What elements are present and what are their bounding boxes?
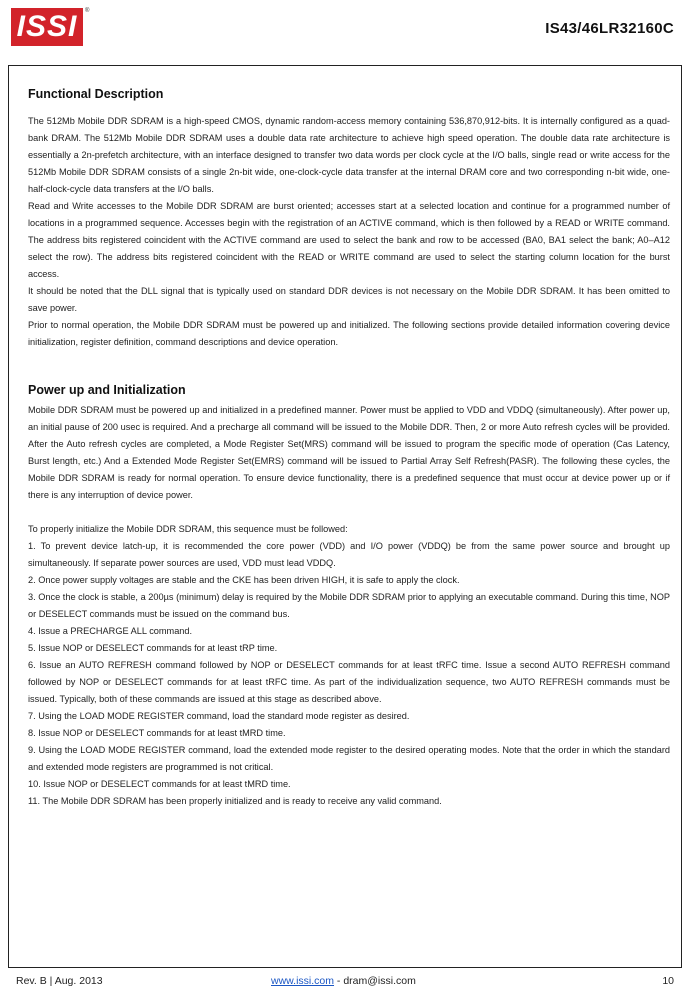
list-item: 5. Issue NOP or DESELECT commands for at least tRP time.	[28, 643, 278, 653]
document-part-number: IS43/46LR32160C	[545, 20, 674, 37]
list-item: 3. Once the clock is stable, a 200µs (minimum) delay is required by the Mobile DDR SDRAM prior to applying an executable command. During this time, NOP or DESELECT commands must be issued on the command bus.	[28, 592, 670, 619]
paragraph: The 512Mb Mobile DDR SDRAM is a high-speed CMOS, dynamic random-access memory containing 536,870,912-bits. It is internally configured as a quad-bank DRAM. The 512Mb Mobile DDR SDRAM uses a double data rate architecture to achieve high speed operation. The double data rate architecture is essentially a 2n-prefetch architecture, with an interface designed to transfer two data words per clock cycle at the I/O balls, single read or write access for the 512Mb Mobile DDR SDRAM consists of a single 2n-bit wide, one-clock-cycle data transfer at the internal DRAM core and two corresponding n-bit wide, one-half-clock-cycle data transfers at the I/O balls.	[28, 116, 670, 194]
contact-line	[271, 975, 416, 987]
list-item: 7. Using the LOAD MODE REGISTER command, load the standard mode register as desired.	[28, 711, 410, 721]
list-item: 8. Issue NOP or DESELECT commands for at least tMRD time.	[28, 728, 286, 738]
issi-logo	[11, 8, 83, 46]
paragraph: Prior to normal operation, the Mobile DDR SDRAM must be powered up and initialized. The following sections provide detailed information covering device initialization, register definition, command descriptions and device operation.	[28, 320, 670, 347]
page-footer	[16, 975, 674, 991]
section-power-up	[28, 382, 670, 810]
list-item: 9. Using the LOAD MODE REGISTER command, load the extended mode register to the desired operating modes. Note that the order in which the standard and extended mode registers are programmed is not critical.	[28, 745, 670, 772]
website-link[interactable]: www.issi.com	[271, 975, 335, 987]
page-number: 10	[662, 975, 674, 987]
list-item: 1. To prevent device latch-up, it is recommended the core power (VDD) and I/O power (VDDQ) be from the same power source and brought up simultaneously. If separate power sources are used, VDD must lead VDDQ.	[28, 541, 670, 568]
email-text: - dram@issi.com	[334, 975, 416, 987]
page-content	[28, 86, 670, 810]
paragraph: It should be noted that the DLL signal that is typically used on standard DDR devices is not necessary on the Mobile DDR SDRAM. It has been omitted to save power.	[28, 286, 670, 313]
paragraph: Mobile DDR SDRAM must be powered up and initialized in a predefined manner. Power must be applied to VDD and VDDQ (simultaneously). After power up, an initial pause of 200 usec is required. And a precharge all command will be issued to the Mobile DDR. Then, 2 or more Auto refresh cycles will be provided. After the Auto refresh cycles are completed, a Mode Register Set(MRS) command will be issued to program the specific mode of operation (Cas Latency, Burst length, etc.) And a Extended Mode Register Set(EMRS) command will be issued to Partial Array Self Refresh(PASR). The following these cycles, the Mobile DDR SDRAM is ready for normal operation. To ensure device functionality, there is a predefined sequence that must occur at device power up or if there is any interruption of device power.	[28, 405, 670, 500]
logo-text: ISSI	[16, 10, 78, 43]
list-item: 2. Once power supply voltages are stable and the CKE has been driven HIGH, it is safe to apply the clock.	[28, 575, 460, 585]
list-item: 11. The Mobile DDR SDRAM has been properly initialized and is ready to receive any valid command.	[28, 796, 442, 806]
section-title-power-up: Power up and Initialization	[28, 383, 186, 397]
section-title-functional-description: Functional Description	[28, 87, 164, 101]
paragraph: To properly initialize the Mobile DDR SDRAM, this sequence must be followed:	[28, 524, 348, 534]
revision-date: Rev. B | Aug. 2013	[16, 975, 103, 987]
paragraph: Read and Write accesses to the Mobile DDR SDRAM are burst oriented; accesses start at a selected location and continue for a programmed number of locations in a programmed sequence. Accesses begin with the registration of an ACTIVE command, which is then followed by a READ or WRITE command. The address bits registered coincident with the ACTIVE command are used to select the bank and row to be accessed (BA0, BA1 select the bank; A0–A12 select the row). The address bits registered coincident with the READ or WRITE command are used to select the starting column location for the burst access.	[28, 201, 670, 279]
list-item: 4. Issue a PRECHARGE ALL command.	[28, 626, 193, 636]
registered-mark: ®	[85, 8, 90, 14]
list-item: 6. Issue an AUTO REFRESH command followed by NOP or DESELECT commands for at least tRFC time. Issue a second AUTO REFRESH command followed by NOP or DESELECT commands for at least tRFC time. As part of the individualization sequence, two AUTO REFRESH commands must be issued. Typically, both of these commands are issued at this stage as described above.	[28, 660, 670, 704]
list-item: 10. Issue NOP or DESELECT commands for at least tMRD time.	[28, 779, 291, 789]
